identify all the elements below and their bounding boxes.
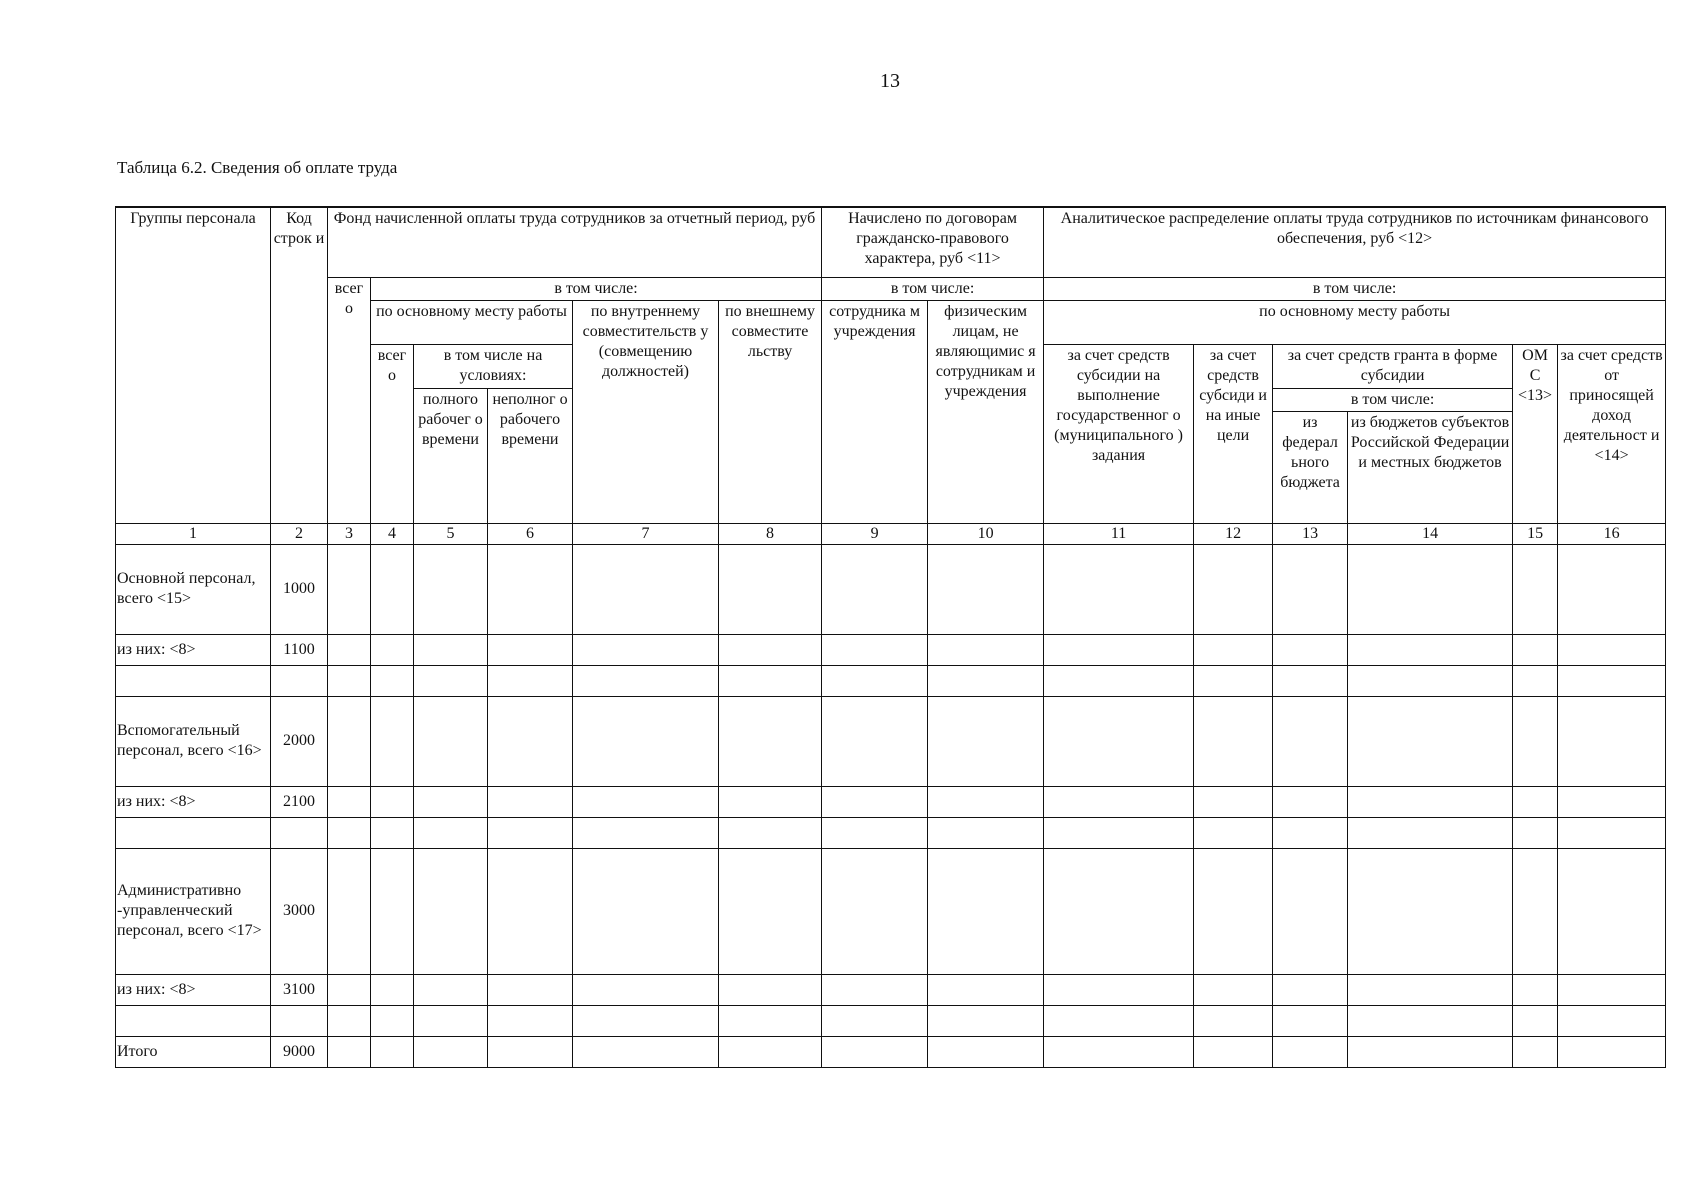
row-code <box>271 1005 328 1036</box>
row-code: 3100 <box>271 974 328 1005</box>
column-number: 8 <box>719 523 822 544</box>
column-number: 5 <box>414 523 488 544</box>
row-code <box>271 665 328 696</box>
row-code: 2000 <box>271 696 328 786</box>
row-label: Вспомогательный персонал, всего <16> <box>116 696 271 786</box>
row-label <box>116 665 271 696</box>
row-label: Итого <box>116 1036 271 1067</box>
table-row <box>116 634 1666 665</box>
row-label <box>116 817 271 848</box>
header-main-total: всег о <box>371 344 414 523</box>
header-subsidy-state: за счет средств субсидии на выполнение государственног о (муниципального ) задания <box>1044 344 1194 523</box>
header-external: по внешнему совместите льству <box>719 300 822 523</box>
column-number: 3 <box>328 523 371 544</box>
row-label <box>116 1005 271 1036</box>
table-row <box>116 848 1666 974</box>
column-number: 1 <box>116 523 271 544</box>
row-code <box>271 817 328 848</box>
row-label: Административно -управленческий персонал, всего <17> <box>116 848 271 974</box>
table-caption: Таблица 6.2. Сведения об оплате труда <box>117 158 398 177</box>
header-oms: ОМ С <13> <box>1513 344 1558 523</box>
header-main-place-analytic: по основному месту работы <box>1044 300 1666 344</box>
page-number: 13 <box>880 70 900 92</box>
header-incl-analytic: в том числе: <box>1044 277 1666 300</box>
table-row <box>116 665 1666 696</box>
header-analytic: Аналитическое распределение оплаты труда сотрудников по источникам финансового обеспечения, руб <12> <box>1044 207 1666 277</box>
header-on-conditions: в том числе на условиях: <box>414 344 573 388</box>
row-label: Основной персонал, всего <15> <box>116 544 271 634</box>
header-incl-civil: в том числе: <box>822 277 1044 300</box>
header-federal: из федерал ьного бюджета <box>1273 411 1348 523</box>
table-row <box>116 1036 1666 1067</box>
header-individuals: физическим лицам, не являющимис я сотрудникам и учреждения <box>928 300 1044 523</box>
column-number: 13 <box>1273 523 1348 544</box>
header-grant: за счет средств гранта в форме субсидии <box>1273 344 1513 388</box>
header-income: за счет средств от приносящей доход деятельност и <14> <box>1558 344 1666 523</box>
header-incl: в том числе: <box>371 277 822 300</box>
header-employees: сотрудника м учреждения <box>822 300 928 523</box>
row-code: 3000 <box>271 848 328 974</box>
column-number: 4 <box>371 523 414 544</box>
table-row <box>116 974 1666 1005</box>
row-code: 2100 <box>271 786 328 817</box>
header-civil: Начислено по договорам гражданско-правового характера, руб <11> <box>822 207 1044 277</box>
column-number: 12 <box>1194 523 1273 544</box>
column-number: 9 <box>822 523 928 544</box>
header-main-place: по основному месту работы <box>371 300 573 344</box>
header-incl-grant: в том числе: <box>1273 388 1513 411</box>
header-groups: Группы персонала <box>116 207 271 523</box>
row-code: 9000 <box>271 1036 328 1067</box>
header-row-2 <box>116 277 1666 300</box>
header-fund: Фонд начисленной оплаты труда сотрудников за отчетный период, руб <box>328 207 822 277</box>
row-label: из них: <8> <box>116 786 271 817</box>
column-number: 7 <box>573 523 719 544</box>
row-label: из них: <8> <box>116 634 271 665</box>
header-internal: по внутреннему совместительств у (совмещению должностей) <box>573 300 719 523</box>
column-number: 14 <box>1348 523 1513 544</box>
table-row <box>116 786 1666 817</box>
column-number: 11 <box>1044 523 1194 544</box>
column-number: 2 <box>271 523 328 544</box>
table-row <box>116 1005 1666 1036</box>
header-regional: из бюджетов субъектов Российской Федерации и местных бюджетов <box>1348 411 1513 523</box>
row-code: 1100 <box>271 634 328 665</box>
column-numbers-row <box>116 523 1666 544</box>
row-code: 1000 <box>271 544 328 634</box>
header-code: Код строк и <box>271 207 328 523</box>
header-part-time: неполног о рабочего времени <box>488 388 573 523</box>
header-subsidy-other: за счет средств субсиди и на иные цели <box>1194 344 1273 523</box>
table-row <box>116 696 1666 786</box>
column-number: 16 <box>1558 523 1666 544</box>
header-total: всег о <box>328 277 371 523</box>
row-label: из них: <8> <box>116 974 271 1005</box>
column-number: 15 <box>1513 523 1558 544</box>
pay-table <box>115 206 1666 1068</box>
table-row <box>116 817 1666 848</box>
column-number: 6 <box>488 523 573 544</box>
table-row <box>116 544 1666 634</box>
header-row-1 <box>116 207 1666 277</box>
column-number: 10 <box>928 523 1044 544</box>
header-full-time: полного рабочег о времени <box>414 388 488 523</box>
